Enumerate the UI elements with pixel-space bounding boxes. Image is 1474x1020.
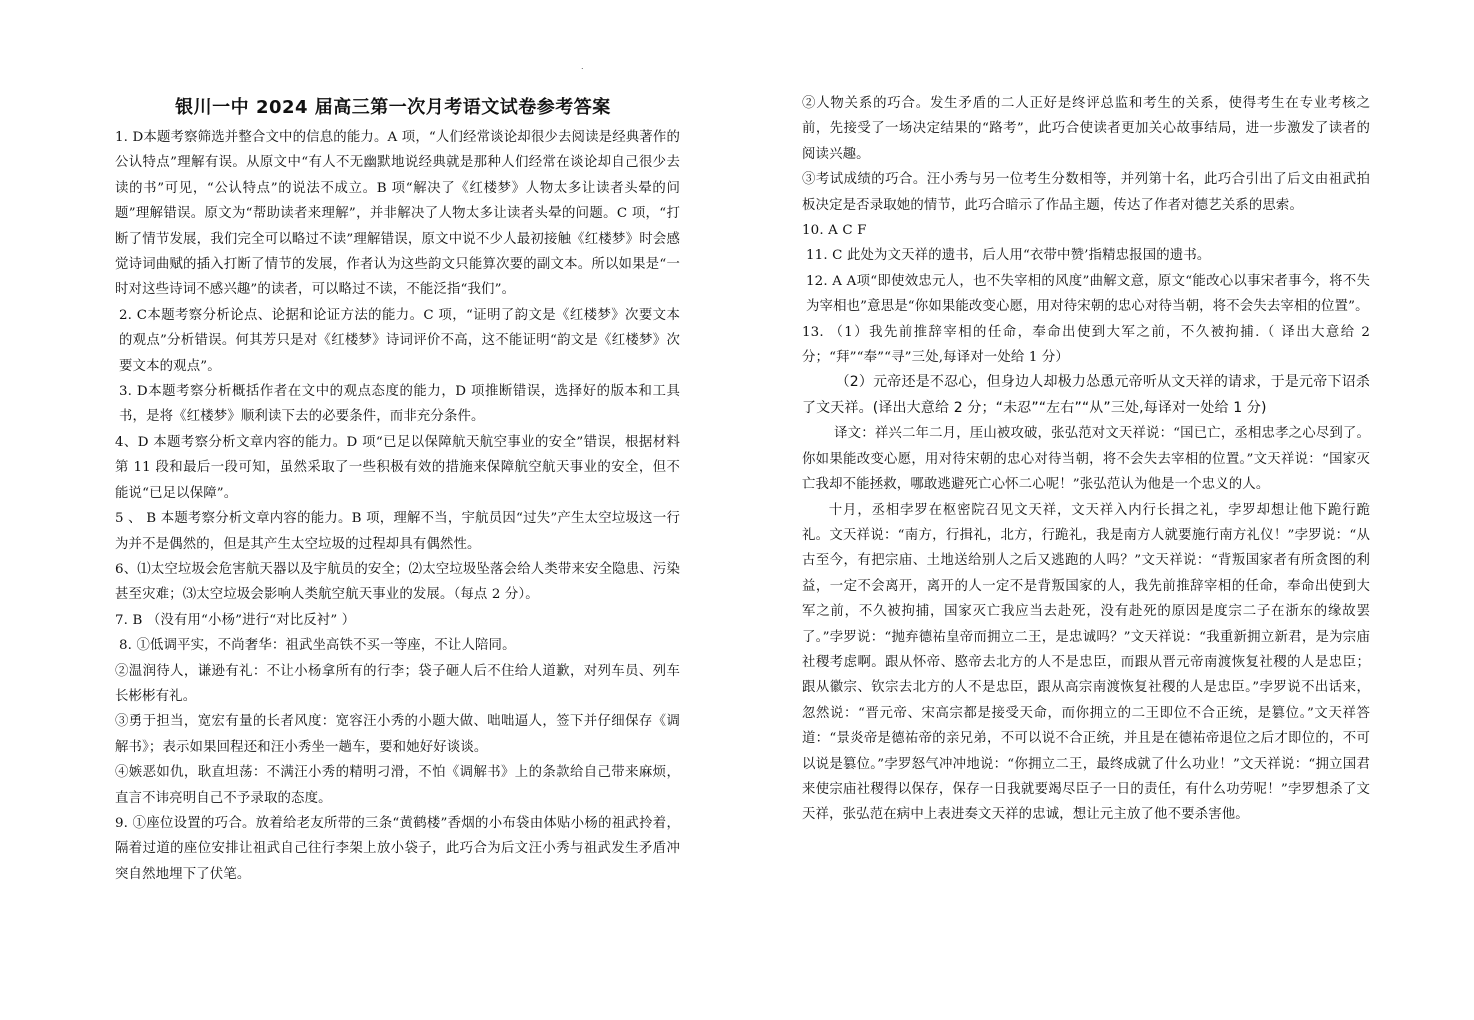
answer-8-point-3: ③勇于担当，宽宏有量的长者风度：宽容汪小秀的小题大做、咄咄逼人，签下并仔细保存《调解书》；表示如果回程还和汪小秀坐一趟车，要和她好好谈谈。 xyxy=(115,714,680,755)
answer-3: 3. D本题考察分析概括作者在文中的观点态度的能力，D 项推断错误，选择好的版本和工具书，是将《红楼梦》顺利读下去的必要条件，而非充分条件。 xyxy=(119,384,680,425)
page-mark: . xyxy=(581,62,584,71)
answer-8-point-1: 8. ①低调平实，不尚奢华：祖武坐高铁不买一等座，不让人陪同。 xyxy=(119,638,516,654)
answer-7: 7. B （没有用“小杨”进行“对比反衬” ） xyxy=(115,612,356,628)
answer-8-point-2: ②温润待人，谦逊有礼：不让小杨拿所有的行李；袋子砸人后不住给人道歉，对列车员、列车长彬彬有礼。 xyxy=(115,663,680,704)
translation-paragraph-1: 译文：祥兴二年二月，厓山被攻破，张弘范对文天祥说：“国已亡，丞相忠孝之心尽到了。你如果能改变心愿，用对待宋朝的忠心对待当朝，将不会失去宰相的位置。”文天祥说：“国家灭亡我却不能拯救，哪敢逃避死亡心怀二心呢！”张弘范认为他是一个忠义的人。 xyxy=(802,426,1370,493)
left-column xyxy=(115,125,680,887)
answer-12: 12. A A项“即使效忠元人，也不失宰相的风度”曲解文意，原文“能改心以事宋者事今，将不失为宰相也”意思是“你如果能改变心愿，用对待宋朝的忠心对待当朝，将不会失去宰相的位置”。 xyxy=(806,273,1370,315)
answer-9-point-1: 9. ①座位设置的巧合。放着给老友所带的三条“黄鹤楼”香烟的小布袋由体贴小杨的祖武拎着，隔着过道的座位安排让祖武自己往行李架上放小袋子，此巧合为后文汪小秀与祖武发生矛盾冲突自然地埋下了伏笔。 xyxy=(115,815,680,882)
answer-2: 2. C本题考察分析论点、论据和论证方法的能力。C 项，“证明了韵文是《红楼梦》次要文本的观点”分析错误。何其芳只是对《红楼梦》诗词评价不高，这不能证明“韵文是《红楼梦》次要文本的观点”。 xyxy=(119,307,680,374)
answer-10: 10. A C F xyxy=(802,223,867,239)
answer-5: 5 、 B 本题考察分析文章内容的能力。B 项，理解不当，宇航员因“过失”产生太空垃圾这一行为并不是偶然的，但是其产生太空垃圾的过程却具有偶然性。 xyxy=(115,511,680,552)
document-title: 银川一中 2024 届高三第一次月考语文试卷参考答案 xyxy=(175,97,611,118)
right-column xyxy=(802,91,1370,828)
translation-paragraph-2: 十月，丞相孛罗在枢密院召见文天祥，文天祥入内行长揖之礼，孛罗却想让他下跪行跪礼。文天祥说：“南方，行揖礼，北方，行跪礼，我是南方人就要施行南方礼仪！”孛罗说：“从古至今，有把宗庙、土地送给别人之后又逃跑的人吗？”文天祥说：“背叛国家者有所贪图的利益，一定不会离开，离开的人一定不是背叛国家的人，我先前推辞宰相的任命，奉命出使到大军之前，不久被拘捕，国家灭亡我应当去赴死，没有赴死的原因是度宗二子在浙东的缘故罢了。”孛罗说：“抛弃德祐皇帝而拥立二王，是忠诚吗？”文天祥说：“我重新拥立新君，是为宗庙社稷考虑啊。跟从怀帝、愍帝去北方的人不是忠臣，而跟从晋元帝南渡恢复社稷的人是忠臣；跟从徽宗、钦宗去北方的人不是忠臣，跟从高宗南渡恢复社稷的人是忠臣。”孛罗说不出话来，忽然说：“晋元帝、宋高宗都是接受天命，而你拥立的二王即位不合正统，是篡位。”文天祥答道：“景炎帝是德祐帝的亲兄弟，不可以说不合正统，并且是在德祐帝退位之后才即位的，不可以说是篡位。”孛罗怒气冲冲地说：“你拥立二王，最终成就了什么功业！”文天祥说：“拥立国君来使宗庙社稷得以保存，保存一日我就要竭尽臣子一日的责任，有什么功劳呢！”孛罗想杀了文天祥，张弘范在病中上表进奏文天祥的忠诚，想让元主放了他不要杀害他。 xyxy=(802,502,1370,823)
answer-8-point-4: ④嫉恶如仇，耿直坦荡：不满汪小秀的精明刁滑，不怕《调解书》上的条款给自己带来麻烦，直言不讳亮明自己不予录取的态度。 xyxy=(115,765,680,806)
answer-9-point-3: ③考试成绩的巧合。汪小秀与另一位考生分数相等，并列第十名，此巧合引出了后文由祖武拍板决定是否录取她的情节，此巧合暗示了作品主题，传达了作者对德艺关系的思索。 xyxy=(802,172,1370,213)
answer-4: 4、D 本题考察分析文章内容的能力。D 项“已足以保障航天航空事业的安全”错误，根据材料第 11 段和最后一段可知，虽然采取了一些积极有效的措施来保障航空航天事业的安全，但不能说“已足以保障”。 xyxy=(115,434,680,501)
answer-6: 6、⑴太空垃圾会危害航天器以及宇航员的安全；⑵太空垃圾坠落会给人类带来安全隐患、污染甚至灾难；⑶太空垃圾会影响人类航空航天事业的发展。（每点 2 分）。 xyxy=(115,561,680,603)
answer-13-part-1: 13. （1）我先前推辞宰相的任命，奉命出使到大军之前，不久被拘捕.（ 译出大意给 2 分；“拜”“奉”“寻”三处,每译对一处给 1 分） xyxy=(802,324,1370,366)
answer-11: 11. C 此处为文天祥的遗书，后人用“衣带中赞’指精忠报国的遗书。 xyxy=(806,248,1211,264)
answer-13-part-2: （2）元帝还是不忍心，但身边人却极力怂恿元帝听从文天祥的请求，于是元帝下诏杀了文天祥。(译出大意给 2 分；“未忍”“左右”“从”三处,每译对一处给 1 分) xyxy=(802,374,1370,416)
answer-9-point-2: ②人物关系的巧合。发生矛盾的二人正好是终评总监和考生的关系，使得考生在专业考核之前，先接受了一场决定结果的“路考”，此巧合使读者更加关心故事结局，进一步激发了读者的阅读兴趣。 xyxy=(802,96,1370,162)
answer-1: 1. D本题考察筛选并整合文中的信息的能力。A 项，“人们经常谈论却很少去阅读是经典著作的公认特点”理解有误。从原文中“有人不无幽默地说经典就是那种人们经常在谈论却自己很少去读的书”可见，“公认特点”的说法不成立。B 项“解决了《红楼梦》人物太多让读者头晕的问题”理解错误。原文为“帮助读者来理解”，并非解决了人物太多让读者头晕的问题。C 项，“打断了情节发展，我们完全可以略过不读”理解错误，原文中说不少人最初接触《红楼梦》时会感觉诗词曲赋的插入打断了情节的发展，作者认为这些韵文只能算次要的副文本。所以如果是“一时对这些诗词不感兴趣”的读者，可以略过不读，不能泛指“我们”。 xyxy=(115,130,680,298)
